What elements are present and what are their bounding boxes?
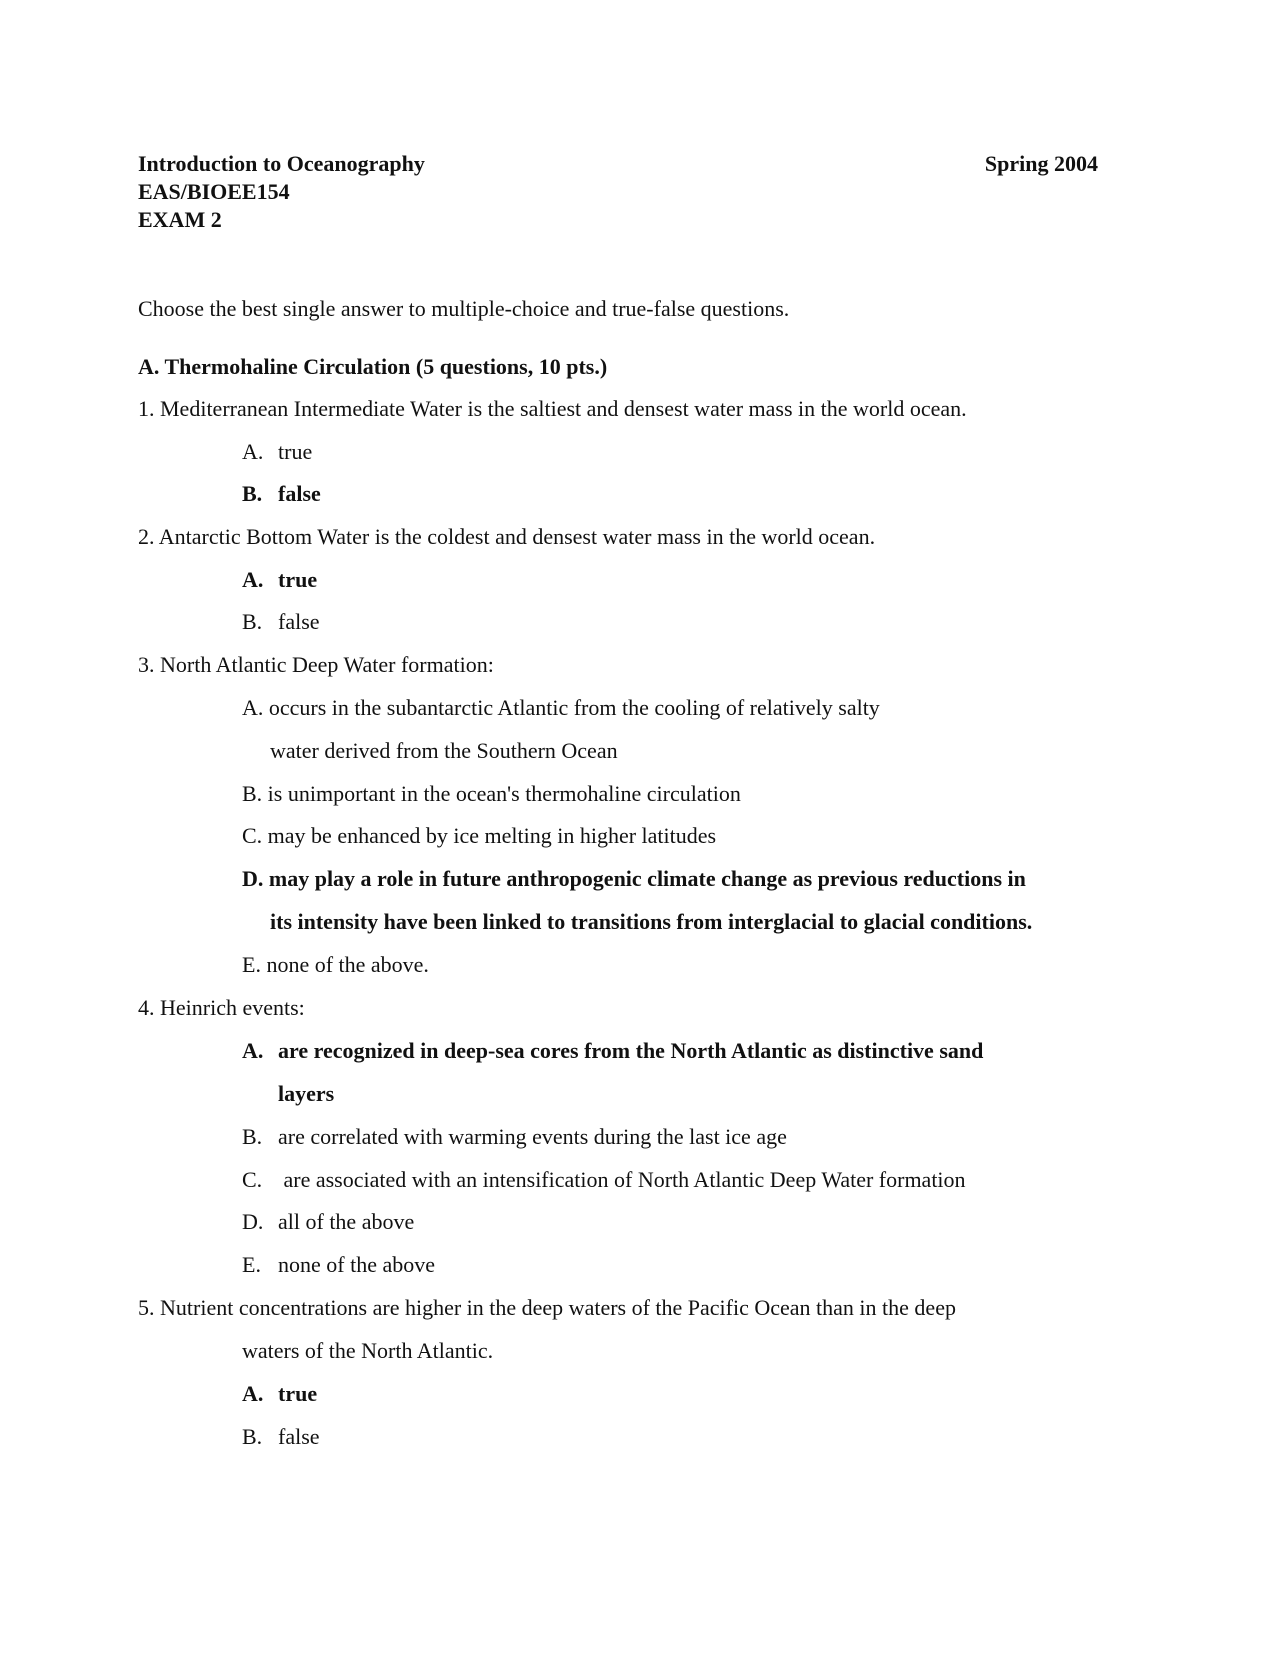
- option-letter: C.: [242, 1167, 263, 1192]
- course-code: EAS/BIOEE154: [138, 179, 290, 204]
- question-5: 5. Nutrient concentrations are higher in the deep waters of the Pacific Ocean than in the deep: [138, 1295, 956, 1320]
- option-letter: B.: [242, 1424, 263, 1449]
- section-title: A. Thermohaline Circulation (5 questions, 10 pts.): [138, 354, 608, 379]
- question-5-continued: waters of the North Atlantic.: [242, 1338, 494, 1363]
- option-3c: C. may be enhanced by ice melting in higher latitudes: [242, 823, 717, 848]
- option-letter: A.: [242, 1381, 264, 1406]
- option-3a: A. occurs in the subantarctic Atlantic from the cooling of relatively salty: [242, 695, 880, 720]
- option-text: false: [278, 1424, 320, 1449]
- option-5b: [242, 1424, 320, 1450]
- option-4a-answer: [242, 1038, 983, 1064]
- question-3: 3. North Atlantic Deep Water formation:: [138, 652, 494, 677]
- option-letter: B.: [242, 481, 263, 506]
- option-5a-answer: [242, 1381, 317, 1407]
- option-text: false: [278, 609, 320, 634]
- option-text: false: [278, 481, 321, 506]
- option-text: true: [278, 439, 313, 464]
- question-4: 4. Heinrich events:: [138, 995, 305, 1020]
- option-letter: A.: [242, 1038, 264, 1063]
- option-letter: A.: [242, 439, 264, 464]
- option-text: true: [278, 567, 318, 592]
- exam-header: [138, 150, 1098, 234]
- course-title: Introduction to Oceanography: [138, 151, 425, 176]
- question-1: 1. Mediterranean Intermediate Water is the saltiest and densest water mass in the world ocean.: [138, 396, 967, 421]
- option-3a-continued: water derived from the Southern Ocean: [270, 738, 618, 763]
- option-3e: E. none of the above.: [242, 952, 429, 977]
- option-text: are recognized in deep-sea cores from the North Atlantic as distinctive sand: [278, 1038, 984, 1063]
- option-4d: [242, 1209, 414, 1235]
- option-3b: B. is unimportant in the ocean's thermohaline circulation: [242, 781, 741, 806]
- option-2a-answer: [242, 567, 317, 593]
- exam-title: EXAM 2: [138, 207, 222, 232]
- question-2: 2. Antarctic Bottom Water is the coldest and densest water mass in the world ocean.: [138, 524, 876, 549]
- option-2b: [242, 609, 320, 635]
- option-letter: E.: [242, 1252, 261, 1277]
- option-letter: B.: [242, 609, 263, 634]
- option-4b: [242, 1124, 787, 1150]
- option-text: true: [278, 1381, 318, 1406]
- option-letter: B.: [242, 1124, 263, 1149]
- option-text: all of the above: [278, 1209, 415, 1234]
- option-3d-answer: D. may play a role in future anthropogenic climate change as previous reductions in: [242, 866, 1026, 891]
- option-3d-continued: its intensity have been linked to transitions from interglacial to glacial conditions.: [270, 909, 1033, 934]
- option-4a-continued: layers: [278, 1081, 335, 1106]
- option-4e: [242, 1252, 435, 1278]
- option-text: none of the above: [278, 1252, 435, 1277]
- option-1a: [242, 439, 312, 465]
- term-label: Spring 2004: [984, 151, 1098, 176]
- instructions: Choose the best single answer to multiple-choice and true-false questions.: [138, 296, 790, 321]
- option-text: are correlated with warming events during the last ice age: [278, 1124, 787, 1149]
- option-text: are associated with an intensification of North Atlantic Deep Water formation: [278, 1167, 966, 1192]
- option-1b-answer: [242, 481, 321, 507]
- option-letter: D.: [242, 1209, 264, 1234]
- option-4c: [242, 1167, 966, 1193]
- option-letter: A.: [242, 567, 264, 592]
